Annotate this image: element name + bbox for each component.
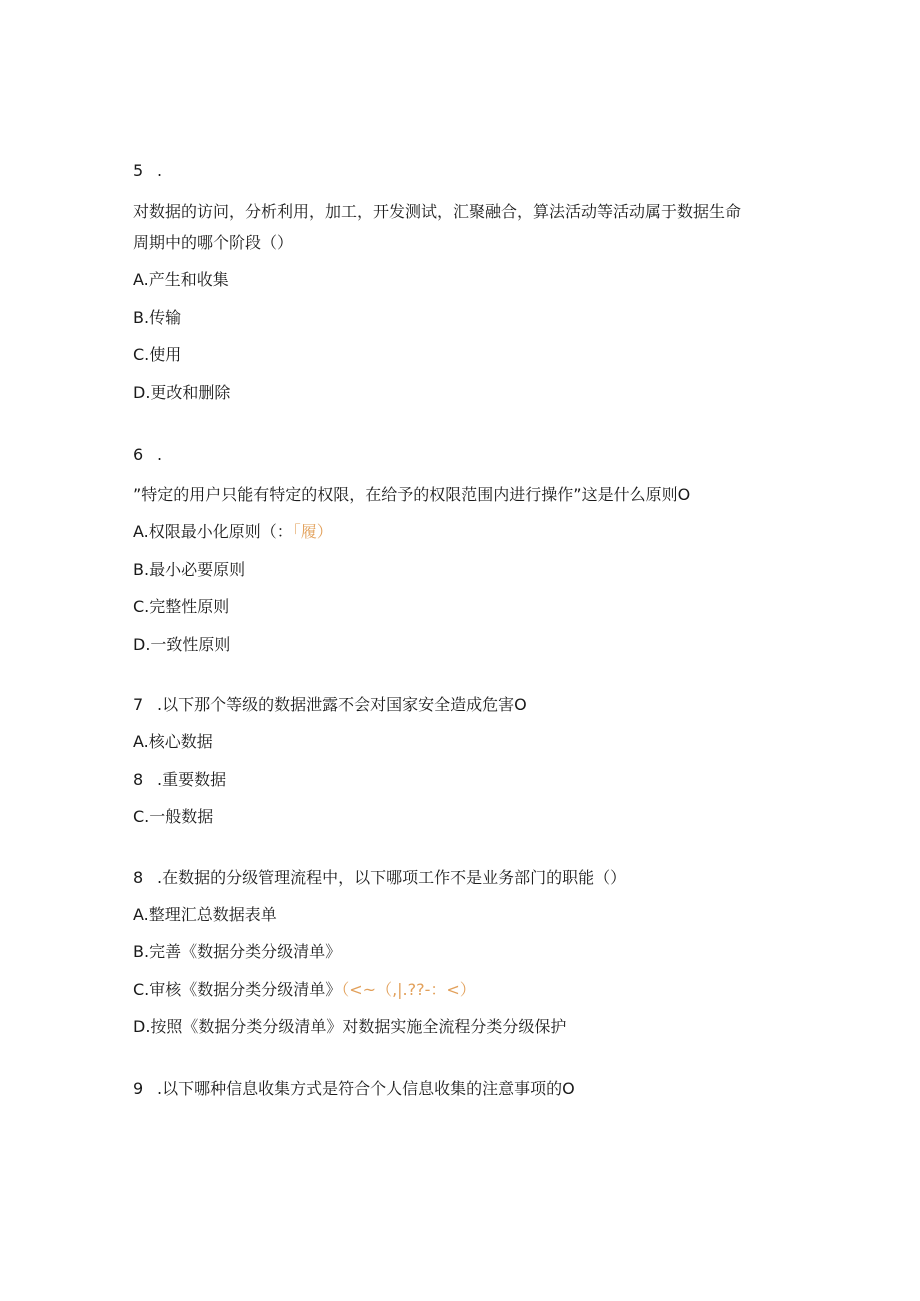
q8-option-c-mark: （<~（,|.??-：<） <box>341 980 476 999</box>
question-8-option-a: A.整理汇总数据表单 <box>133 905 277 924</box>
q9-number: 9 <box>133 1079 144 1098</box>
question-8-option-c <box>133 979 476 1001</box>
question-5-number <box>133 160 162 182</box>
q6-option-a-text: A.权限最小化原则（： <box>133 522 293 541</box>
q7-option-b-text: .重要数据 <box>157 770 227 789</box>
question-7-option-b <box>133 769 226 791</box>
q5-dot: . <box>157 161 163 180</box>
question-9-line <box>133 1078 575 1100</box>
q8-number: 8 <box>133 868 144 887</box>
q6-option-a-mark: 「履） <box>292 522 333 541</box>
question-5-stem-line1: 对数据的访问，分析利用，加工，开发测试，汇聚融合，算法活动等活动属于数据生命 <box>133 202 742 221</box>
question-6-number <box>133 444 162 466</box>
q7-option-b-number: 8 <box>133 770 144 789</box>
question-5-option-c: C.使用 <box>133 345 182 364</box>
question-8-line <box>133 867 626 889</box>
question-6-option-c: C.完整性原则 <box>133 597 230 616</box>
q7-stem: .以下那个等级的数据泄露不会对国家安全造成危害O <box>157 695 527 714</box>
q8-option-c-text: C.审核《数据分类分级清单》 <box>133 980 342 999</box>
q5-number: 5 <box>133 161 144 180</box>
question-5-option-b: B.传输 <box>133 308 182 327</box>
question-8-option-b: B.完善《数据分类分级清单》 <box>133 942 342 961</box>
q7-number: 7 <box>133 695 144 714</box>
question-8-option-d: D.按照《数据分类分级清单》对数据实施全流程分类分级保护 <box>133 1017 567 1036</box>
question-7-option-a: A.核心数据 <box>133 732 213 751</box>
question-6-stem: ”特定的用户只能有特定的权限，在给予的权限范围内进行操作”这是什么原则O <box>133 485 691 504</box>
q6-number: 6 <box>133 445 144 464</box>
question-6-option-b: B.最小必要原则 <box>133 560 246 579</box>
question-5-option-a: A.产生和收集 <box>133 270 229 289</box>
q8-stem: .在数据的分级管理流程中，以下哪项工作不是业务部门的职能（） <box>157 868 627 887</box>
question-6-option-a <box>133 521 333 543</box>
question-7-option-c: C.一般数据 <box>133 807 214 826</box>
question-6-option-d: D.一致性原则 <box>133 635 231 654</box>
q9-stem: .以下哪种信息收集方式是符合个人信息收集的注意事项的O <box>157 1079 575 1098</box>
question-5-stem-line2: 周期中的哪个阶段（） <box>133 233 294 252</box>
q6-dot: . <box>157 445 163 464</box>
question-5-option-d: D.更改和删除 <box>133 383 231 402</box>
question-7-line <box>133 694 527 716</box>
